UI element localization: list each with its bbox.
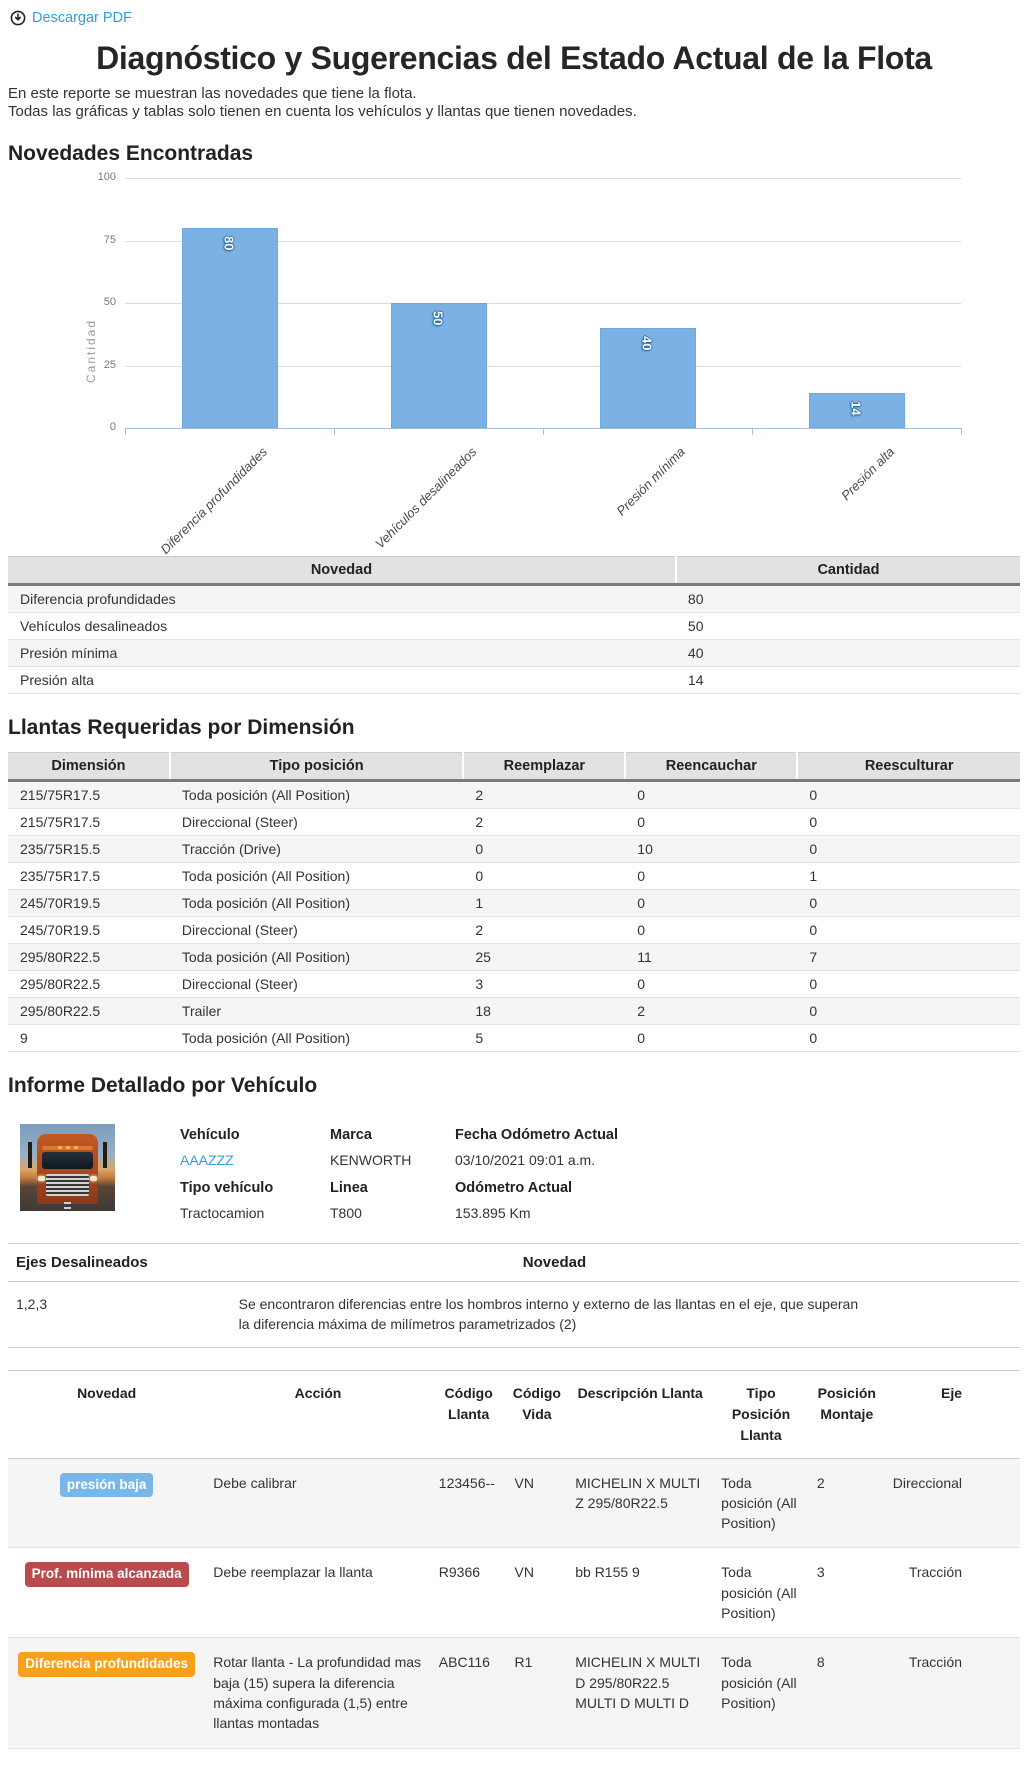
- table-cell: 50: [676, 613, 1020, 640]
- table-row: [8, 1548, 1020, 1638]
- ejes-desalineados-table: [8, 1243, 1020, 1348]
- table-cell: 0: [625, 1025, 797, 1052]
- download-pdf-link[interactable]: [10, 10, 132, 26]
- table-cell: 0: [625, 890, 797, 917]
- novedades-bar-chart: [8, 171, 1020, 557]
- status-badge: Prof. mínima alcanzada: [25, 1562, 189, 1587]
- table-cell: Diferencia profundidades: [8, 585, 676, 613]
- chart-x-tick-label: Presión alta: [837, 444, 898, 504]
- ejes-novedad-cell: Se encontraron diferencias entre los hombros interno y externo de las llantas en el eje, que superan la diferencia máxima de milímetros parametrizados (2): [231, 1282, 879, 1348]
- table-cell: 215/75R17.5: [8, 781, 170, 809]
- section-heading-informe: Informe Detallado por Vehículo: [8, 1074, 318, 1097]
- column-header: Eje: [885, 1370, 1020, 1458]
- table-cell: Toda posición (All Position): [170, 1025, 463, 1052]
- table-cell: 1: [797, 863, 1020, 890]
- vehicle-field-label: Tipo vehículo: [180, 1180, 274, 1196]
- table-cell: Debe reemplazar la llanta: [205, 1548, 431, 1638]
- table-cell: 0: [797, 836, 1020, 863]
- table-cell: Direccional (Steer): [170, 917, 463, 944]
- table-cell: ABC116: [431, 1638, 507, 1748]
- truck-image: [20, 1124, 115, 1211]
- table-cell: 0: [463, 836, 625, 863]
- status-badge: Diferencia profundidades: [18, 1652, 195, 1677]
- download-circle-icon: [10, 10, 26, 26]
- table-row: [8, 944, 1020, 971]
- table-cell: Toda posición (All Position): [713, 1638, 809, 1748]
- section-heading-llantas: Llantas Requeridas por Dimensión: [8, 716, 355, 739]
- detalle-novedades-table: [8, 1370, 1020, 1749]
- table-cell: 8: [809, 1638, 885, 1748]
- table-cell: 7: [797, 944, 1020, 971]
- chart-bar-value-label: 80: [221, 236, 237, 251]
- status-badge: presión baja: [60, 1473, 154, 1498]
- table-cell: 0: [625, 917, 797, 944]
- table-cell: 0: [797, 890, 1020, 917]
- table-row: [8, 1638, 1020, 1748]
- table-cell: 2: [463, 809, 625, 836]
- column-header: Reesculturar: [797, 753, 1020, 781]
- chart-y-tick-label: 50: [103, 296, 116, 308]
- table-cell: Debe calibrar: [205, 1458, 431, 1548]
- table-cell: Tracción: [885, 1638, 1020, 1748]
- column-header: Novedad: [8, 557, 676, 585]
- table-cell: 1: [463, 890, 625, 917]
- vehicle-field-value: 03/10/2021 09:01 a.m.: [455, 1152, 596, 1168]
- table-cell: Toda posición (All Position): [170, 863, 463, 890]
- table-cell: 0: [625, 863, 797, 890]
- chart-x-tick-label: Vehículos desalineados: [371, 444, 480, 552]
- table-cell: 0: [797, 917, 1020, 944]
- page-title: Diagnóstico y Sugerencias del Estado Actual de la Flota: [96, 40, 932, 76]
- vehicle-field-label: Marca: [330, 1127, 372, 1143]
- table-cell: 235/75R17.5: [8, 863, 170, 890]
- table-cell: Presión mínima: [8, 640, 676, 667]
- table-cell: 3: [809, 1548, 885, 1638]
- table-row: [8, 809, 1020, 836]
- table-row: [8, 1458, 1020, 1548]
- chart-bar-value-label: 40: [639, 336, 655, 351]
- column-header: Acción: [205, 1370, 431, 1458]
- table-cell: 3: [463, 971, 625, 998]
- table-cell: 80: [676, 585, 1020, 613]
- table-row: [8, 667, 1020, 694]
- table-row: [8, 585, 1020, 613]
- table-cell: 2: [809, 1458, 885, 1548]
- table-cell: Toda posición (All Position): [170, 944, 463, 971]
- table-row: [8, 863, 1020, 890]
- table-row: [8, 640, 1020, 667]
- chart-bar-value-label: 14: [848, 401, 864, 416]
- report-description-line2: Todas las gráficas y tablas solo tienen en cuenta los vehículos y llantas que tienen novedades.: [8, 103, 637, 120]
- vehicle-field-value: 153.895 Km: [455, 1205, 531, 1221]
- table-row: [8, 971, 1020, 998]
- table-cell: Trailer: [170, 998, 463, 1025]
- column-header: Cantidad: [676, 557, 1020, 585]
- table-row: [8, 1025, 1020, 1052]
- vehicle-field-value: KENWORTH: [330, 1152, 412, 1168]
- download-pdf-label: Descargar PDF: [32, 10, 132, 26]
- table-row: [8, 781, 1020, 809]
- vehicle-field-label: Linea: [330, 1180, 368, 1196]
- column-header: Posición Montaje: [809, 1370, 885, 1458]
- table-cell: 9: [8, 1025, 170, 1052]
- table-cell: 2: [463, 781, 625, 809]
- section-heading-novedades: Novedades Encontradas: [8, 142, 254, 165]
- column-header: Descripción Llanta: [567, 1370, 713, 1458]
- table-cell: Direccional (Steer): [170, 809, 463, 836]
- table-cell: 10: [625, 836, 797, 863]
- table-cell: 0: [625, 781, 797, 809]
- table-cell: 40: [676, 640, 1020, 667]
- column-header: Reemplazar: [463, 753, 625, 781]
- report-description-line1: En este reporte se muestran las novedades que tiene la flota.: [8, 85, 417, 102]
- table-cell: 18: [463, 998, 625, 1025]
- table-row: [8, 998, 1020, 1025]
- table-cell: 5: [463, 1025, 625, 1052]
- chart-x-tick-mark: [752, 429, 753, 435]
- ejes-column-header: Ejes Desalineados: [8, 1244, 231, 1282]
- table-cell: 0: [797, 971, 1020, 998]
- table-cell: [8, 1548, 205, 1638]
- chart-y-tick-label: 25: [103, 358, 116, 371]
- table-cell: 2: [625, 998, 797, 1025]
- chart-plot-area: [125, 178, 961, 428]
- table-cell: Tracción: [885, 1548, 1020, 1638]
- table-cell: 123456--: [431, 1458, 507, 1548]
- table-cell: 295/80R22.5: [8, 971, 170, 998]
- table-cell: MICHELIN X MULTI Z 295/80R22.5: [567, 1458, 713, 1548]
- table-row: [8, 917, 1020, 944]
- table-cell: bb R155 9: [567, 1548, 713, 1638]
- vehicle-info-grid: [180, 1124, 618, 1227]
- table-cell: 2: [463, 917, 625, 944]
- table-row: [8, 836, 1020, 863]
- ejes-cell: 1,2,3: [8, 1282, 231, 1348]
- table-cell: R9366: [431, 1548, 507, 1638]
- table-row: [8, 890, 1020, 917]
- chart-x-tick-label: Diferencia profundidades: [157, 444, 271, 557]
- chart-y-tick-label: 100: [97, 171, 116, 183]
- column-header: Reencauchar: [625, 753, 797, 781]
- chart-y-axis-title: Cantidad: [84, 318, 98, 383]
- table-cell: Tracción (Drive): [170, 836, 463, 863]
- chart-x-tick-label: Presión mínima: [613, 444, 689, 519]
- table-cell: Vehículos desalineados: [8, 613, 676, 640]
- vehicle-field-value: Tractocamion: [180, 1205, 265, 1221]
- table-cell: Rotar llanta - La profundidad mas baja (15) supera la diferencia máxima configurada (1,5) entre llantas montadas: [205, 1638, 431, 1748]
- chart-grid-line: [125, 178, 961, 179]
- table-cell: 245/70R19.5: [8, 917, 170, 944]
- table-cell: 11: [625, 944, 797, 971]
- table-cell: 0: [625, 971, 797, 998]
- chart-y-tick-label: 0: [109, 421, 116, 433]
- table-cell: 0: [797, 781, 1020, 809]
- vehicle-plate-link[interactable]: AAAZZZ: [180, 1152, 234, 1168]
- ejes-novedad-column-header: Novedad: [231, 1244, 879, 1282]
- novedades-table: [8, 556, 1020, 694]
- column-header: Dimensión: [8, 753, 170, 781]
- vehicle-field-label: Vehículo: [180, 1127, 240, 1143]
- column-header: Código Llanta: [431, 1370, 507, 1458]
- table-cell: R1: [507, 1638, 568, 1748]
- chart-x-tick-mark: [543, 429, 544, 435]
- table-cell: 295/80R22.5: [8, 998, 170, 1025]
- table-cell: 0: [797, 809, 1020, 836]
- table-cell: Toda posición (All Position): [713, 1458, 809, 1548]
- column-header: Código Vida: [507, 1370, 568, 1458]
- table-cell: Toda posición (All Position): [170, 781, 463, 809]
- table-cell: MICHELIN X MULTI D 295/80R22.5 MULTI D MULTI D: [567, 1638, 713, 1748]
- table-cell: [8, 1638, 205, 1748]
- vehicle-card: [20, 1124, 1020, 1243]
- column-header: Novedad: [8, 1370, 205, 1458]
- column-header: Tipo Posición Llanta: [713, 1370, 809, 1458]
- table-cell: 14: [676, 667, 1020, 694]
- table-cell: 295/80R22.5: [8, 944, 170, 971]
- table-cell: 0: [797, 998, 1020, 1025]
- table-cell: 245/70R19.5: [8, 890, 170, 917]
- table-cell: Direccional (Steer): [170, 971, 463, 998]
- table-cell: 0: [625, 809, 797, 836]
- chart-x-tick-mark: [961, 429, 962, 435]
- chart-bar[interactable]: [182, 228, 278, 428]
- table-cell: Toda posición (All Position): [713, 1548, 809, 1638]
- chart-x-tick-mark: [125, 429, 126, 435]
- table-cell: VN: [507, 1458, 568, 1548]
- llantas-table: [8, 752, 1020, 1052]
- table-row: [8, 613, 1020, 640]
- chart-bar-value-label: 50: [430, 311, 446, 326]
- table-row: [8, 1282, 1020, 1348]
- table-cell: [8, 1458, 205, 1548]
- vehicle-field-label: Odómetro Actual: [455, 1180, 573, 1196]
- vehicle-field-label: Fecha Odómetro Actual: [455, 1127, 619, 1143]
- table-cell: 25: [463, 944, 625, 971]
- table-cell: Toda posición (All Position): [170, 890, 463, 917]
- table-cell: 235/75R15.5: [8, 836, 170, 863]
- table-cell: 0: [463, 863, 625, 890]
- chart-y-tick-label: 75: [103, 233, 116, 246]
- chart-x-tick-mark: [334, 429, 335, 435]
- table-cell: VN: [507, 1548, 568, 1638]
- table-cell: Direccional: [885, 1458, 1020, 1548]
- vehicle-field-value: T800: [330, 1205, 362, 1221]
- table-cell: 215/75R17.5: [8, 809, 170, 836]
- column-header: Tipo posición: [170, 753, 463, 781]
- table-cell: Presión alta: [8, 667, 676, 694]
- table-cell: 0: [797, 1025, 1020, 1052]
